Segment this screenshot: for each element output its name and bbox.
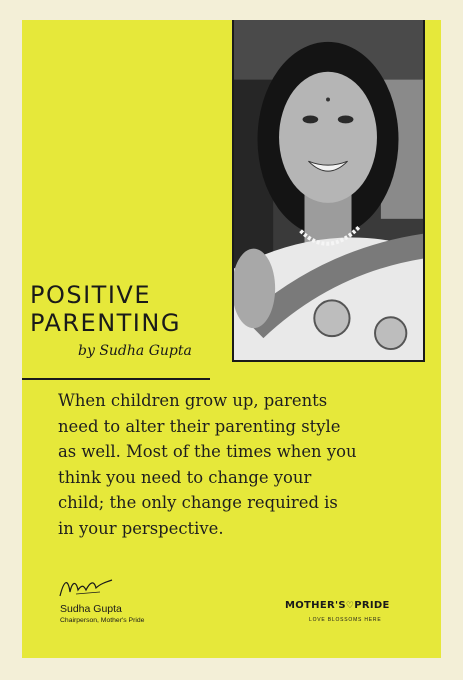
quote-line: When children grow up, parents — [58, 391, 328, 410]
quote-line: in your perspective. — [58, 518, 224, 538]
portrait-photo — [232, 20, 425, 362]
heart-icon: ♡ — [345, 601, 355, 611]
byline: by Sudha Gupta — [78, 343, 192, 359]
title-block — [22, 263, 210, 378]
signatory-name: Sudha Gupta — [60, 603, 122, 615]
title-divider — [22, 378, 210, 380]
poster — [22, 20, 441, 658]
quote-text — [58, 388, 413, 542]
signatory-role: Chairperson, Mother's Pride — [60, 617, 145, 624]
handwritten-signature — [56, 574, 116, 600]
title-line-parenting: PARENTING — [30, 309, 181, 337]
quote-line: as well. Most of the times when you — [58, 442, 357, 462]
brand-name-right: PRIDE — [354, 600, 390, 611]
quote-line: need to alter their parenting style — [58, 416, 341, 436]
quote-line: child; the only change required is — [58, 493, 338, 513]
brand-logo — [285, 600, 390, 611]
brand-tagline: LOVE BLOSSOMS HERE — [309, 617, 382, 623]
title-line-positive: POSITIVE — [30, 281, 151, 309]
brand-name-left: MOTHER'S — [285, 600, 346, 611]
quote-line: think you need to change your — [58, 467, 312, 487]
